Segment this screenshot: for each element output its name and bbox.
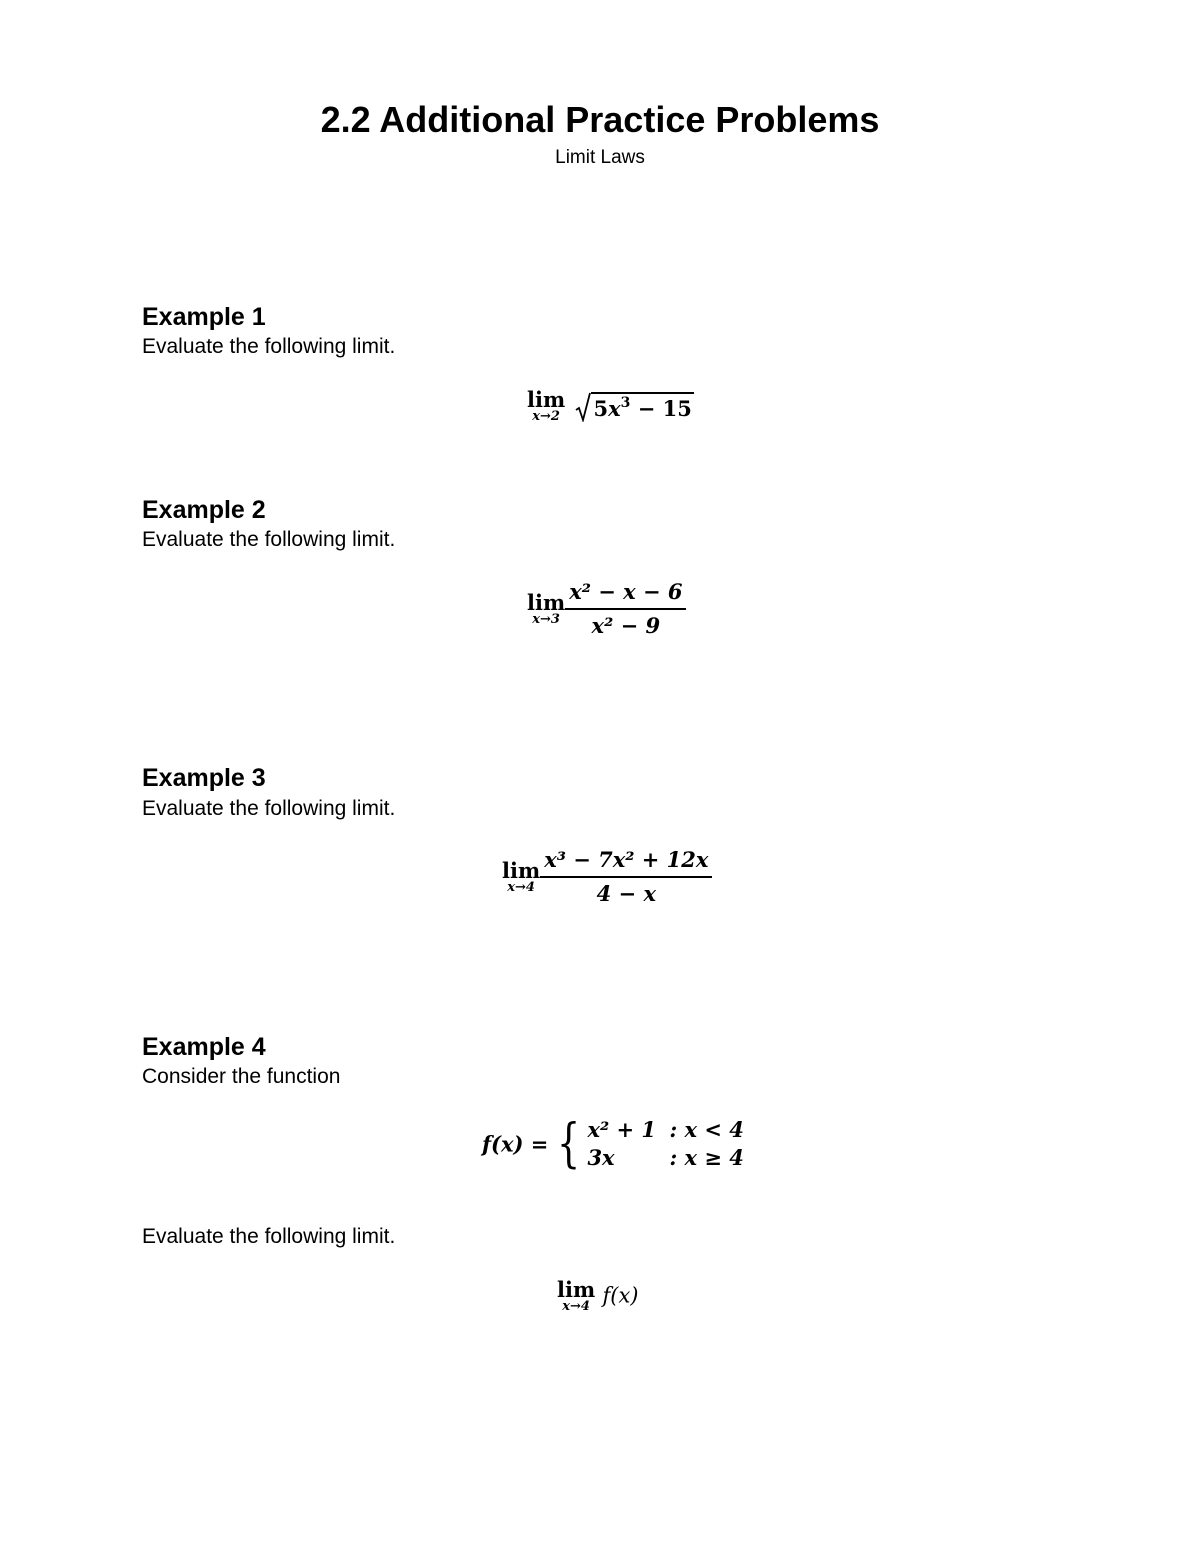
- case-condition: : x < 4: [669, 1117, 744, 1142]
- case-row: [587, 1116, 743, 1144]
- numerator: x³ − 7x² + 12x: [544, 847, 709, 872]
- case-expression: x² + 1: [587, 1117, 656, 1142]
- left-brace-icon: {: [557, 1114, 581, 1174]
- limit-operator: lim x→3: [527, 590, 566, 627]
- case-condition: : x ≥ 4: [669, 1145, 744, 1170]
- case-row: [587, 1144, 743, 1172]
- example-4-equation: [557, 1278, 639, 1314]
- square-root: [575, 392, 694, 421]
- radicand: $5x^3 - 15$: [591, 392, 694, 421]
- numerator: x² − x − 6: [569, 579, 683, 604]
- denominator: 4 − x: [540, 876, 712, 906]
- example-1-heading: Example 1: [142, 303, 266, 331]
- limit-expression: f(x): [602, 1283, 639, 1308]
- radical-sign-icon: [575, 392, 591, 422]
- denominator: x² − 9: [565, 608, 686, 638]
- example-3-heading: Example 3: [142, 764, 266, 792]
- example-1-equation: [527, 388, 694, 424]
- example-4-instruction-2: Evaluate the following limit.: [142, 1225, 396, 1248]
- function-lhs: f(x) =: [482, 1131, 549, 1157]
- limit-operator: lim x→4: [557, 1277, 596, 1314]
- limit-operator: lim x→4: [502, 858, 541, 895]
- fraction: [565, 580, 686, 638]
- example-3-equation: [502, 848, 712, 906]
- example-4-instruction: Consider the function: [142, 1065, 341, 1088]
- page-title: 2.2 Additional Practice Problems: [320, 99, 880, 140]
- piecewise-function: [482, 1116, 744, 1172]
- piecewise-cases: [587, 1116, 743, 1172]
- example-2-instruction: Evaluate the following limit.: [142, 528, 396, 551]
- example-4-heading: Example 4: [142, 1033, 266, 1061]
- case-expression: 3x: [587, 1145, 615, 1170]
- example-3-instruction: Evaluate the following limit.: [142, 797, 396, 820]
- example-2-equation: [527, 580, 686, 638]
- limit-operator: lim x→2: [527, 387, 566, 424]
- example-1-instruction: Evaluate the following limit.: [142, 335, 396, 358]
- example-2-heading: Example 2: [142, 496, 266, 524]
- page-subtitle: Limit Laws: [555, 147, 645, 168]
- fraction: [540, 848, 712, 906]
